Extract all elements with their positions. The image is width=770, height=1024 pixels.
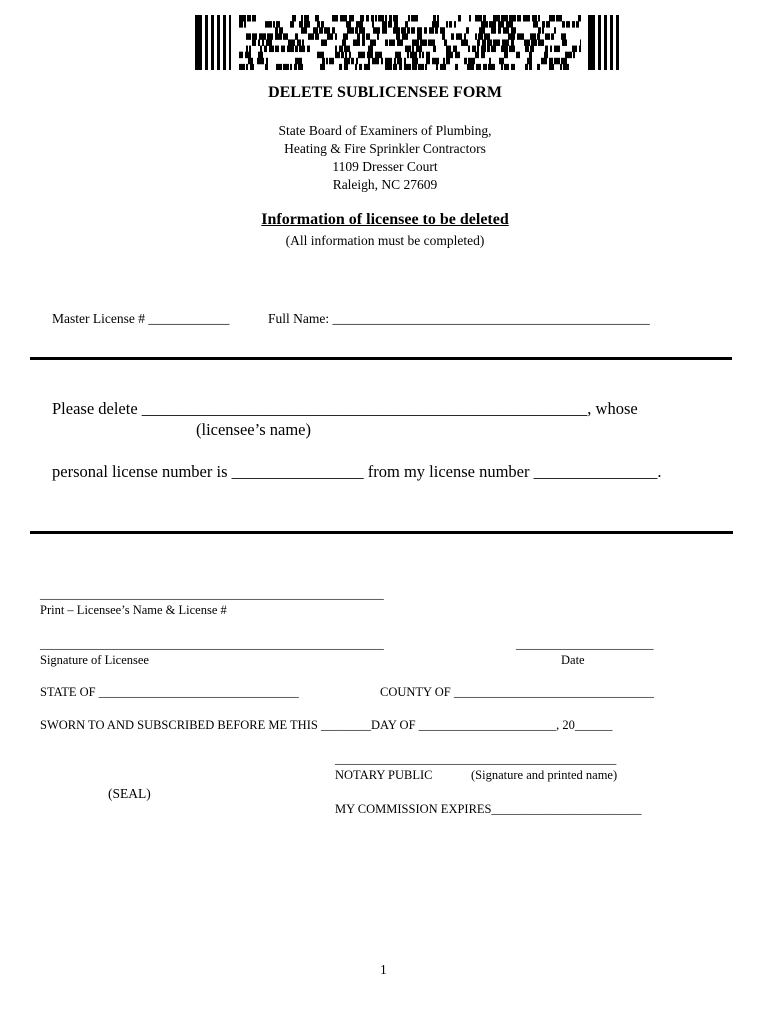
address-line-2: Heating & Fire Sprinkler Contractors [284,141,486,156]
county-field[interactable]: COUNTY OF ________________________________ [380,685,654,699]
signature-field[interactable]: _______________________________________________________ [40,637,384,651]
section-note: (All information must be completed) [285,233,485,248]
date-label: Date [561,653,585,667]
licensee-name-label: (licensee’s name) [196,420,311,439]
print-name-label: Print – Licensee’s Name & License # [40,603,227,617]
page-number: 1 [380,962,387,977]
print-name-field[interactable]: _______________________________________________________ [40,587,384,601]
date-field[interactable]: ______________________ [516,637,654,651]
sworn-date-field[interactable]: SWORN TO AND SUBSCRIBED BEFORE ME THIS ________DAY OF ______________________, 20______ [40,718,613,732]
delete-licensee-name-field[interactable]: Please delete ______________________________________________________, whose [52,399,638,418]
form-title: DELETE SUBLICENSEE FORM [268,84,502,101]
divider-rule-bottom [30,531,733,534]
section-heading: Information of licensee to be deleted [261,211,509,228]
address-line-3: 1109 Dresser Court [332,159,438,174]
signature-label: Signature of Licensee [40,653,149,667]
commission-expires-field[interactable]: MY COMMISSION EXPIRES________________________ [335,802,642,816]
address-line-1: State Board of Examiners of Plumbing, [278,123,492,138]
state-field[interactable]: STATE OF ________________________________ [40,685,299,699]
license-numbers-field[interactable]: personal license number is ________________ from my license number _______________. [52,462,662,481]
notary-name-label: (Signature and printed name) [471,768,618,782]
master-license-field[interactable]: Master License # ____________ [52,311,230,326]
divider-rule-top [30,357,732,360]
barcode-icon [195,15,620,70]
notary-public-label: NOTARY PUBLIC [335,768,433,782]
full-name-field[interactable]: Full Name: _______________________________________________ [268,311,650,326]
seal-label: (SEAL) [108,786,151,801]
address-line-4: Raleigh, NC 27609 [332,177,438,192]
notary-signature-field[interactable]: _____________________________________________ [335,752,617,766]
